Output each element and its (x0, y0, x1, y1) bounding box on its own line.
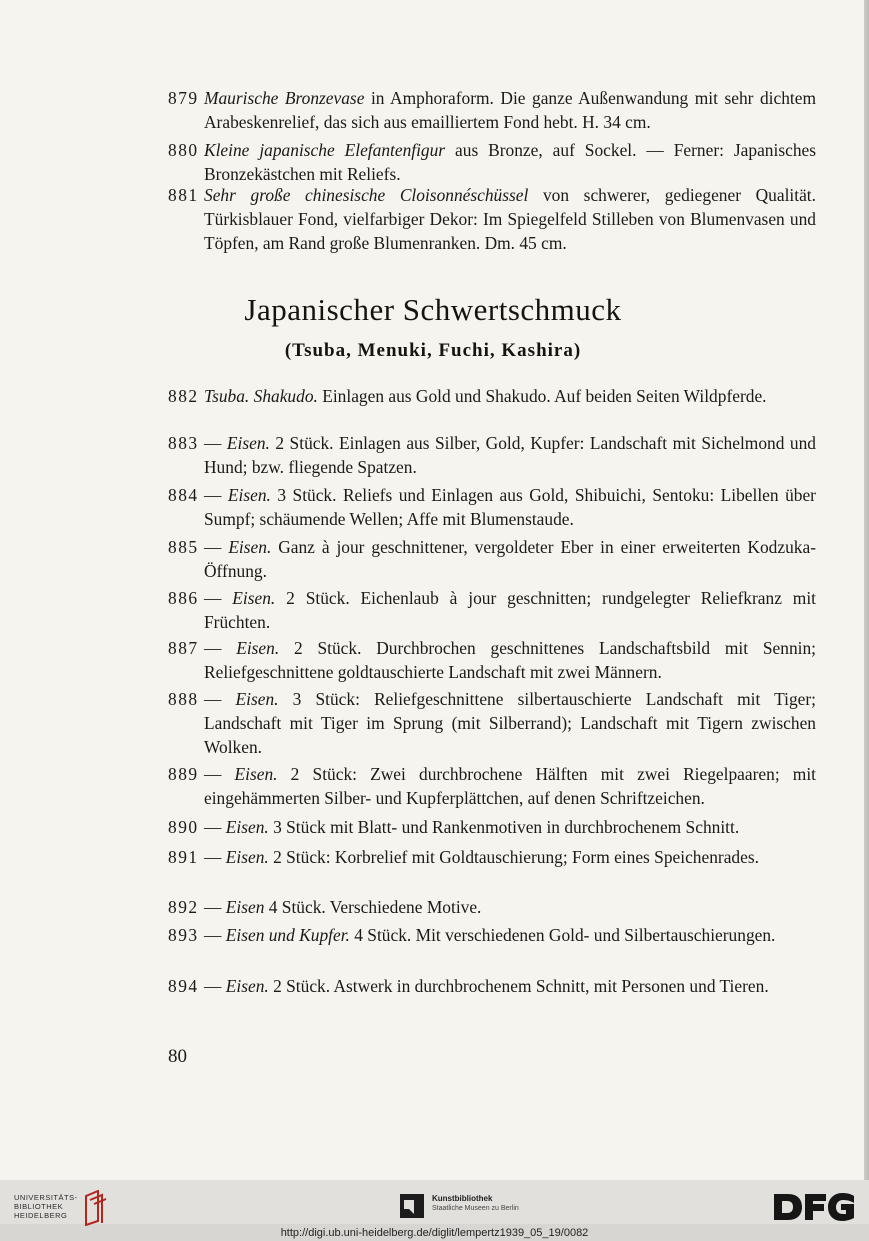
catalog-entry (168, 687, 816, 759)
page-number: 80 (168, 1046, 187, 1067)
entry-number: 890 (168, 817, 199, 837)
entry-number: 891 (168, 847, 199, 867)
section-title: Japanischer Schwertschmuck (244, 292, 622, 327)
entry-dash: — (204, 817, 226, 837)
entry-text: 2 Stück. Einlagen aus Silber, Gold, Kupfer: Landschaft mit Sichelmond und Hund; bzw. fliegende Spatzen. (204, 433, 816, 477)
entry-number: 886 (168, 588, 199, 608)
entry-text: Ganz à jour geschnittener, vergoldeter Eber in einer erweiterten Kodzuka-Öffnung. (204, 537, 816, 581)
entry-title: Eisen. (225, 817, 269, 837)
catalog-entry (168, 762, 816, 810)
entry-title: Maurische Bronzevase (204, 88, 365, 108)
entry-dash: — (204, 976, 226, 996)
catalog-entry (168, 535, 816, 583)
catalog-entry (168, 923, 816, 947)
entry-text: 4 Stück. Verschiedene Motive. (264, 897, 482, 917)
entry-number: 881 (168, 185, 199, 205)
entry-text: 2 Stück. Eichenlaub à jour geschnitten; rundgelegter Reliefkranz mit Früchten. (204, 588, 816, 632)
entry-title: Eisen. (232, 588, 276, 608)
university-name-line: UNIVERSITÄTS- (14, 1193, 78, 1202)
entry-title: Eisen. (227, 485, 271, 505)
catalog-entry (168, 86, 816, 134)
entry-number: 880 (168, 140, 199, 160)
entry-dash: — (204, 847, 226, 867)
heidelberg-logo-icon (82, 1190, 108, 1226)
entry-title: Sehr große chinesische Cloisonnéschüssel (204, 185, 529, 205)
entry-text: 2 Stück. Durchbrochen geschnittenes Landschaftsbild mit Sennin; Reliefgeschnittene goldtauschierte Landschaft mit zwei Männern. (204, 638, 816, 682)
entry-text: 3 Stück mit Blatt- und Rankenmotiven in durchbrochenem Schnitt. (268, 817, 740, 837)
entry-number: 882 (168, 386, 199, 406)
entry-number: 884 (168, 485, 199, 505)
entry-number: 888 (168, 689, 199, 709)
section-subtitle: (Tsuba, Menuki, Fuchi, Kashira) (284, 340, 582, 361)
catalog-entry (168, 895, 816, 919)
entry-number: 885 (168, 537, 199, 557)
catalog-entry (168, 845, 816, 869)
entry-title: Kleine japanische Elefantenfigur (204, 140, 446, 160)
entry-text: 2 Stück: Zwei durchbrochene Hälften mit zwei Riegelpaaren; mit eingehämmerten Silber- und Kupferplättchen, auf denen Schriftzeichen. (204, 764, 816, 808)
entry-title: Eisen. (225, 847, 269, 867)
entry-dash: — (204, 485, 228, 505)
entry-title: Eisen und Kupfer. (225, 925, 350, 945)
entry-title: Tsuba. Shakudo. (204, 386, 318, 406)
entry-text: aus Bronze, auf Sockel. — Ferner: Japanisches Bronzekästchen mit Reliefs. (204, 140, 816, 184)
kunstbibliothek-title: Kunstbibliothek (432, 1194, 493, 1203)
entry-dash: — (204, 537, 229, 557)
entry-number: 887 (168, 638, 199, 658)
kunstbibliothek-icon (398, 1192, 426, 1220)
entry-dash: — (204, 588, 233, 608)
entry-number: 894 (168, 976, 199, 996)
kunstbibliothek-subtitle: Staatliche Museen zu Berlin (432, 1205, 519, 1212)
entry-text: von schwerer, gediegener Qualität. Türkisblauer Fond, vielfarbiger Dekor: Im Spiegelfeld Stilleben von Blumenvasen und Töpfen, am Rand große Blumenranken. Dm. 45 cm. (204, 185, 816, 253)
entry-dash: — (204, 897, 226, 917)
entry-text: Einlagen aus Gold und Shakudo. Auf beiden Seiten Wildpferde. (317, 386, 767, 406)
entry-text: 2 Stück: Korbrelief mit Goldtauschierung; Form eines Speichenrades. (268, 847, 759, 867)
entry-number: 889 (168, 764, 199, 784)
entry-title: Eisen. (234, 764, 278, 784)
entry-title: Eisen. (236, 638, 280, 658)
university-name (14, 1193, 84, 1220)
entry-title: Eisen. (225, 976, 269, 996)
catalog-entry (168, 431, 816, 479)
kunstbibliothek-logo[interactable] (398, 1192, 558, 1222)
entry-text: in Amphoraform. Die ganze Außenwandung mit sehr dichtem Arabeskenrelief, das sich aus emailliertem Fond hebt. H. 34 cm. (204, 88, 816, 132)
entry-dash: — (204, 689, 236, 709)
catalog-entry (168, 586, 816, 634)
catalog-entry (168, 483, 816, 531)
entry-text: 3 Stück. Reliefs und Einlagen aus Gold, Shibuichi, Sentoku: Libellen über Sumpf; schäumende Wellen; Affe mit Blumenstaude. (204, 485, 816, 529)
entry-dash: — (204, 638, 237, 658)
catalog-entry (168, 636, 816, 684)
entry-title: Eisen (225, 897, 265, 917)
source-url[interactable]: http://digi.ub.uni-heidelberg.de/diglit/lempertz1939_05_19/0082 (280, 1227, 589, 1239)
catalog-entry (168, 974, 816, 998)
catalog-entry (168, 815, 816, 839)
entry-title: Eisen. (228, 537, 272, 557)
catalog-entry (168, 384, 816, 408)
entry-dash: — (204, 764, 235, 784)
entry-dash: — (204, 925, 226, 945)
catalog-entry (168, 138, 816, 186)
entry-text: 4 Stück. Mit verschiedenen Gold- und Silbertauschierungen. (349, 925, 776, 945)
entry-title: Eisen. (226, 433, 270, 453)
entry-text: 3 Stück: Reliefgeschnittene silbertauschierte Landschaft mit Tiger; Landschaft mit Tiger im Sprung (mit Silberrand); Landschaft mit Tigern zwischen Wolken. (204, 689, 816, 757)
heidelberg-library-logo[interactable] (14, 1190, 109, 1226)
catalog-entry (168, 183, 816, 255)
university-name-line: HEIDELBERG (14, 1211, 68, 1220)
entry-number: 883 (168, 433, 199, 453)
entry-number: 893 (168, 925, 199, 945)
entry-text: 2 Stück. Astwerk in durchbrochenem Schnitt, mit Personen und Tieren. (268, 976, 769, 996)
entry-dash: — (204, 433, 227, 453)
entry-number: 879 (168, 88, 199, 108)
university-name-line: BIBLIOTHEK (14, 1202, 64, 1211)
entry-title: Eisen. (235, 689, 279, 709)
page-edge (864, 0, 869, 1180)
dfg-logo[interactable] (770, 1188, 858, 1226)
entry-number: 892 (168, 897, 199, 917)
